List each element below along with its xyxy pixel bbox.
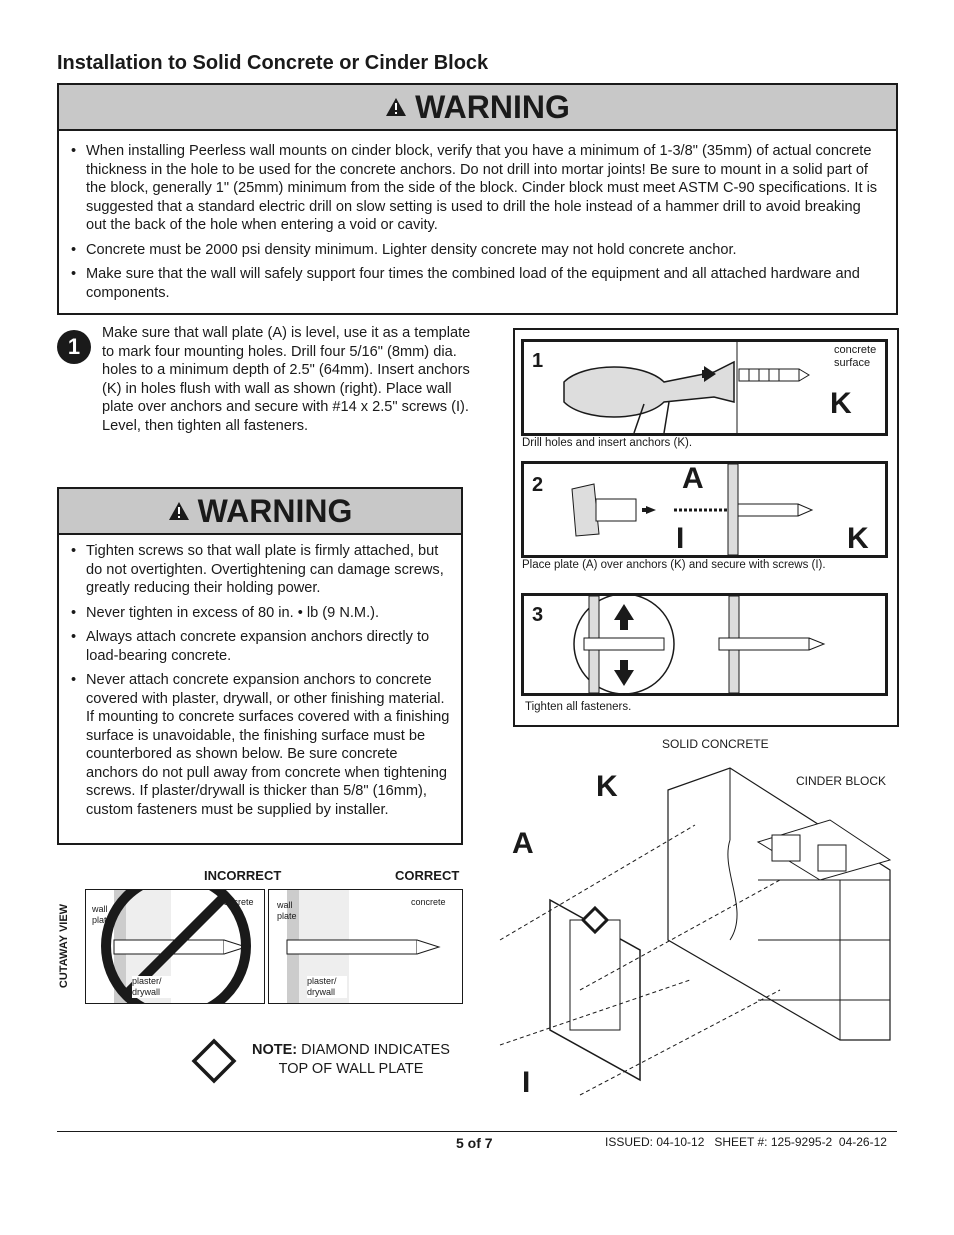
step-number-badge: 1 — [57, 330, 91, 364]
correct-label: CORRECT — [395, 868, 460, 883]
panel-number: 3 — [532, 604, 544, 626]
panel-number: 1 — [532, 350, 544, 372]
warning-bullet: • Concrete must be 2000 psi density minimum. Lighter density concrete may not hold concrete anchor. — [59, 241, 884, 260]
cinder-block-label: CINDER BLOCK — [796, 774, 887, 788]
diagram-panel-2 — [521, 461, 888, 558]
warning-bullet: • Always attach concrete expansion anchors directly to load-bearing concrete. — [59, 628, 451, 665]
diagram-panel-3 — [521, 593, 888, 696]
tighten-illustration — [524, 596, 885, 693]
warning-title: WARNING — [197, 492, 353, 529]
step-instructions: Make sure that wall plate (A) is level, use it as a template to mark four mounting holes. Drill four 5/16" (8mm) dia. holes to a minimum depth of 2.5" (64mm). Insert anchors (K) in holes flush with wall as shown (right). Place wall plate over anchors and secure with #14 x 2.5" screws (I). Level, then tighten all fasteners. — [102, 325, 471, 434]
panel-2-caption: Place plate (A) over anchors (K) and secure with screws (I). — [522, 559, 826, 571]
warning-list — [59, 131, 896, 302]
concrete-surface-label: concrete surface — [834, 344, 877, 369]
issue-info: ISSUED: 04-10-12 SHEET #: 125-9295-2 04-26-12 — [605, 1135, 887, 1149]
diagram-panel-1 — [521, 339, 888, 436]
warning-bullet: • Never tighten in excess of 80 in. • lb (9 N.M.). — [59, 604, 451, 623]
plaster-label: plaster/ drywall — [132, 976, 172, 998]
incorrect-label: INCORRECT — [204, 868, 282, 883]
panel-1-caption: Drill holes and insert anchors (K). — [522, 437, 693, 449]
note-body: DIAMOND INDICATES TOP OF WALL PLATE — [278, 1042, 450, 1077]
solid-concrete-label: SOLID CONCRETE — [662, 737, 769, 751]
letter-k-label: K — [830, 387, 852, 420]
warning-triangle-icon — [385, 97, 407, 117]
letter-i-label: I — [522, 1066, 531, 1099]
diamond-icon — [191, 1038, 237, 1084]
letter-a-label: A — [682, 462, 704, 495]
letter-k-label: K — [596, 770, 618, 803]
warning-triangle-icon — [168, 501, 190, 521]
footer-divider — [57, 1131, 897, 1132]
letter-a-label: A — [512, 827, 534, 860]
correct-cutaway — [268, 889, 463, 1004]
note-label: NOTE: — [252, 1042, 298, 1058]
letter-i-label: I — [676, 522, 685, 555]
warning-box-top — [57, 83, 898, 315]
warning-bullet: • Make sure that the wall will safely support four times the combined load of the equipment and all attached hardware and components. — [59, 265, 884, 302]
warning-list — [59, 535, 461, 819]
warning-header — [59, 489, 461, 535]
warning-bullet: • When installing Peerless wall mounts on cinder block, verify that you have a minimum of 1-3/8" (35mm) of actual concrete thickness in the hole to be used for the concrete anchors. Do not drill into mortar joints! Be sure to mount in a solid part of the block, generally 1" (25mm) minimum from the side of the block. Cinder block must meet ASTM C-90 specifications. It is suggested that a standard electric drill on slow setting is used to drill the hole instead of a hammer drill to avoid breaking out the back of the hole when entering a void or cavity. — [59, 142, 884, 235]
wall-plate-label: wall plate — [277, 900, 297, 921]
plaster-label: plaster/ drywall — [307, 976, 347, 998]
warning-bullet: • Tighten screws so that wall plate is firmly attached, but do not overtighten. Overtightening can damage screws, greatly reducing their holding power. — [59, 542, 451, 598]
screw-placement-illustration — [524, 464, 885, 555]
warning-title: WARNING — [415, 88, 570, 125]
cutaway-view-label: CUTAWAY VIEW — [58, 903, 70, 989]
concrete-label: concrete — [411, 897, 446, 907]
note-text — [242, 1041, 460, 1079]
panel-number: 2 — [532, 474, 544, 496]
letter-k-label: K — [847, 522, 869, 555]
warning-box-tightening — [57, 487, 463, 845]
page-heading: Installation to Solid Concrete or Cinder Block — [57, 52, 489, 74]
warning-bullet: • Never attach concrete expansion anchors to concrete covered with plaster, drywall, or other finishing material. If mounting to concrete surfaces covered with a finishing surface is unavoidable, the finishing surface must be counterbored as shown below. Be sure concrete anchors do not pull away from concrete when tightening screws. If plaster/drywall is thicker than 5/8" (16mm), custom fasteners must be supplied by installer. — [59, 671, 451, 819]
page-number: 5 of 7 — [456, 1135, 493, 1151]
incorrect-cutaway — [85, 889, 265, 1004]
warning-header — [59, 85, 896, 131]
assembly-illustration — [480, 750, 900, 1130]
panel-3-caption: Tighten all fasteners. — [525, 701, 632, 713]
concrete-label: concrete — [219, 897, 254, 907]
wall-plate-label: wall plate — [92, 904, 112, 925]
